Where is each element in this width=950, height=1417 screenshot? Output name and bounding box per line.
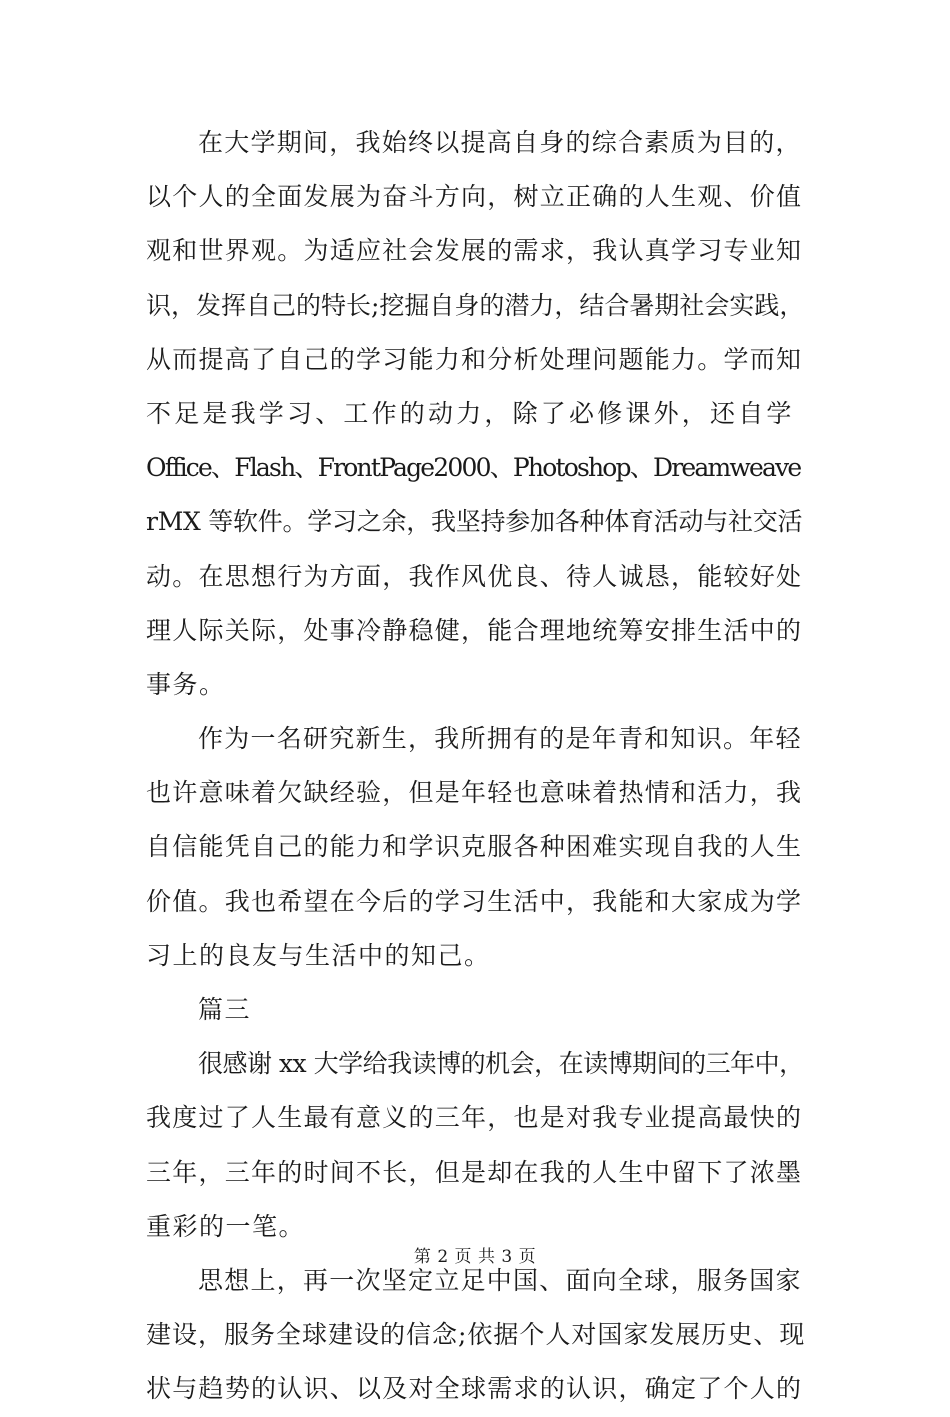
- text-line: 我度过了人生最有意义的三年，也是对我专业提高最快的: [146, 1103, 803, 1133]
- text-line: 状与趋势的认识、以及对全球需求的认识，确定了个人的: [146, 1374, 803, 1404]
- text-line: 识，发挥自己的特长;挖掘自身的潜力，结合暑期社会实践，: [146, 290, 805, 320]
- text-line: 在大学期间，我始终以提高自身的综合素质为目的，: [198, 128, 802, 157]
- text-line: 从而提高了自己的学习能力和分析处理问题能力。学而知: [146, 344, 803, 374]
- text-line: 重彩的一笔。: [146, 1211, 306, 1241]
- text-line: 事务。: [146, 669, 226, 699]
- text-line: 不足是我学习、工作的动力，除了必修课外，还自学: [146, 398, 795, 428]
- page-number-footer: 第 2 页 共 3 页: [413, 1247, 537, 1267]
- text-line: 三年，三年的时间不长，但是却在我的人生中留下了浓墨: [146, 1157, 803, 1187]
- text-line: 以个人的全面发展为奋斗方向，树立正确的人生观、价值: [146, 182, 803, 212]
- text-line: 很感谢 xx 大学给我读博的机会，在读博期间的三年中，: [198, 1049, 804, 1079]
- text-line: 观和世界观。为适应社会发展的需求，我认真学习专业知: [146, 236, 803, 266]
- text-line: 作为一名研究新生，我所拥有的是年青和知识。年轻: [198, 724, 802, 754]
- text-line: 习上的良友与生活中的知己。: [146, 940, 491, 970]
- document-body: [146, 116, 806, 1417]
- text-line: 理人际关际，处事冷静稳健，能合理地统筹安排生活中的: [146, 615, 803, 645]
- text-line: 也许意味着欠缺经验，但是年轻也意味着热情和活力，我: [146, 778, 803, 808]
- text-line: 动。在思想行为方面，我作风优良、待人诚恳，能较好处: [146, 561, 803, 591]
- text-line: Office、Flash、FrontPage2000、Photoshop、Dreamweave: [146, 453, 801, 483]
- text-line: 建设，服务全球建设的信念;依据个人对国家发展历史、现: [146, 1320, 806, 1350]
- text-line: rMX 等软件。学习之余，我坚持参加各种体育活动与社交活: [146, 507, 803, 537]
- text-line: 自信能凭自己的能力和学识克服各种困难实现自我的人生: [146, 832, 803, 862]
- text-line: 价值。我也希望在今后的学习生活中，我能和大家成为学: [146, 886, 803, 916]
- text-line: 思想上，再一次坚定立足中国、面向全球，服务国家: [198, 1265, 802, 1295]
- section-heading: 篇三: [198, 995, 252, 1024]
